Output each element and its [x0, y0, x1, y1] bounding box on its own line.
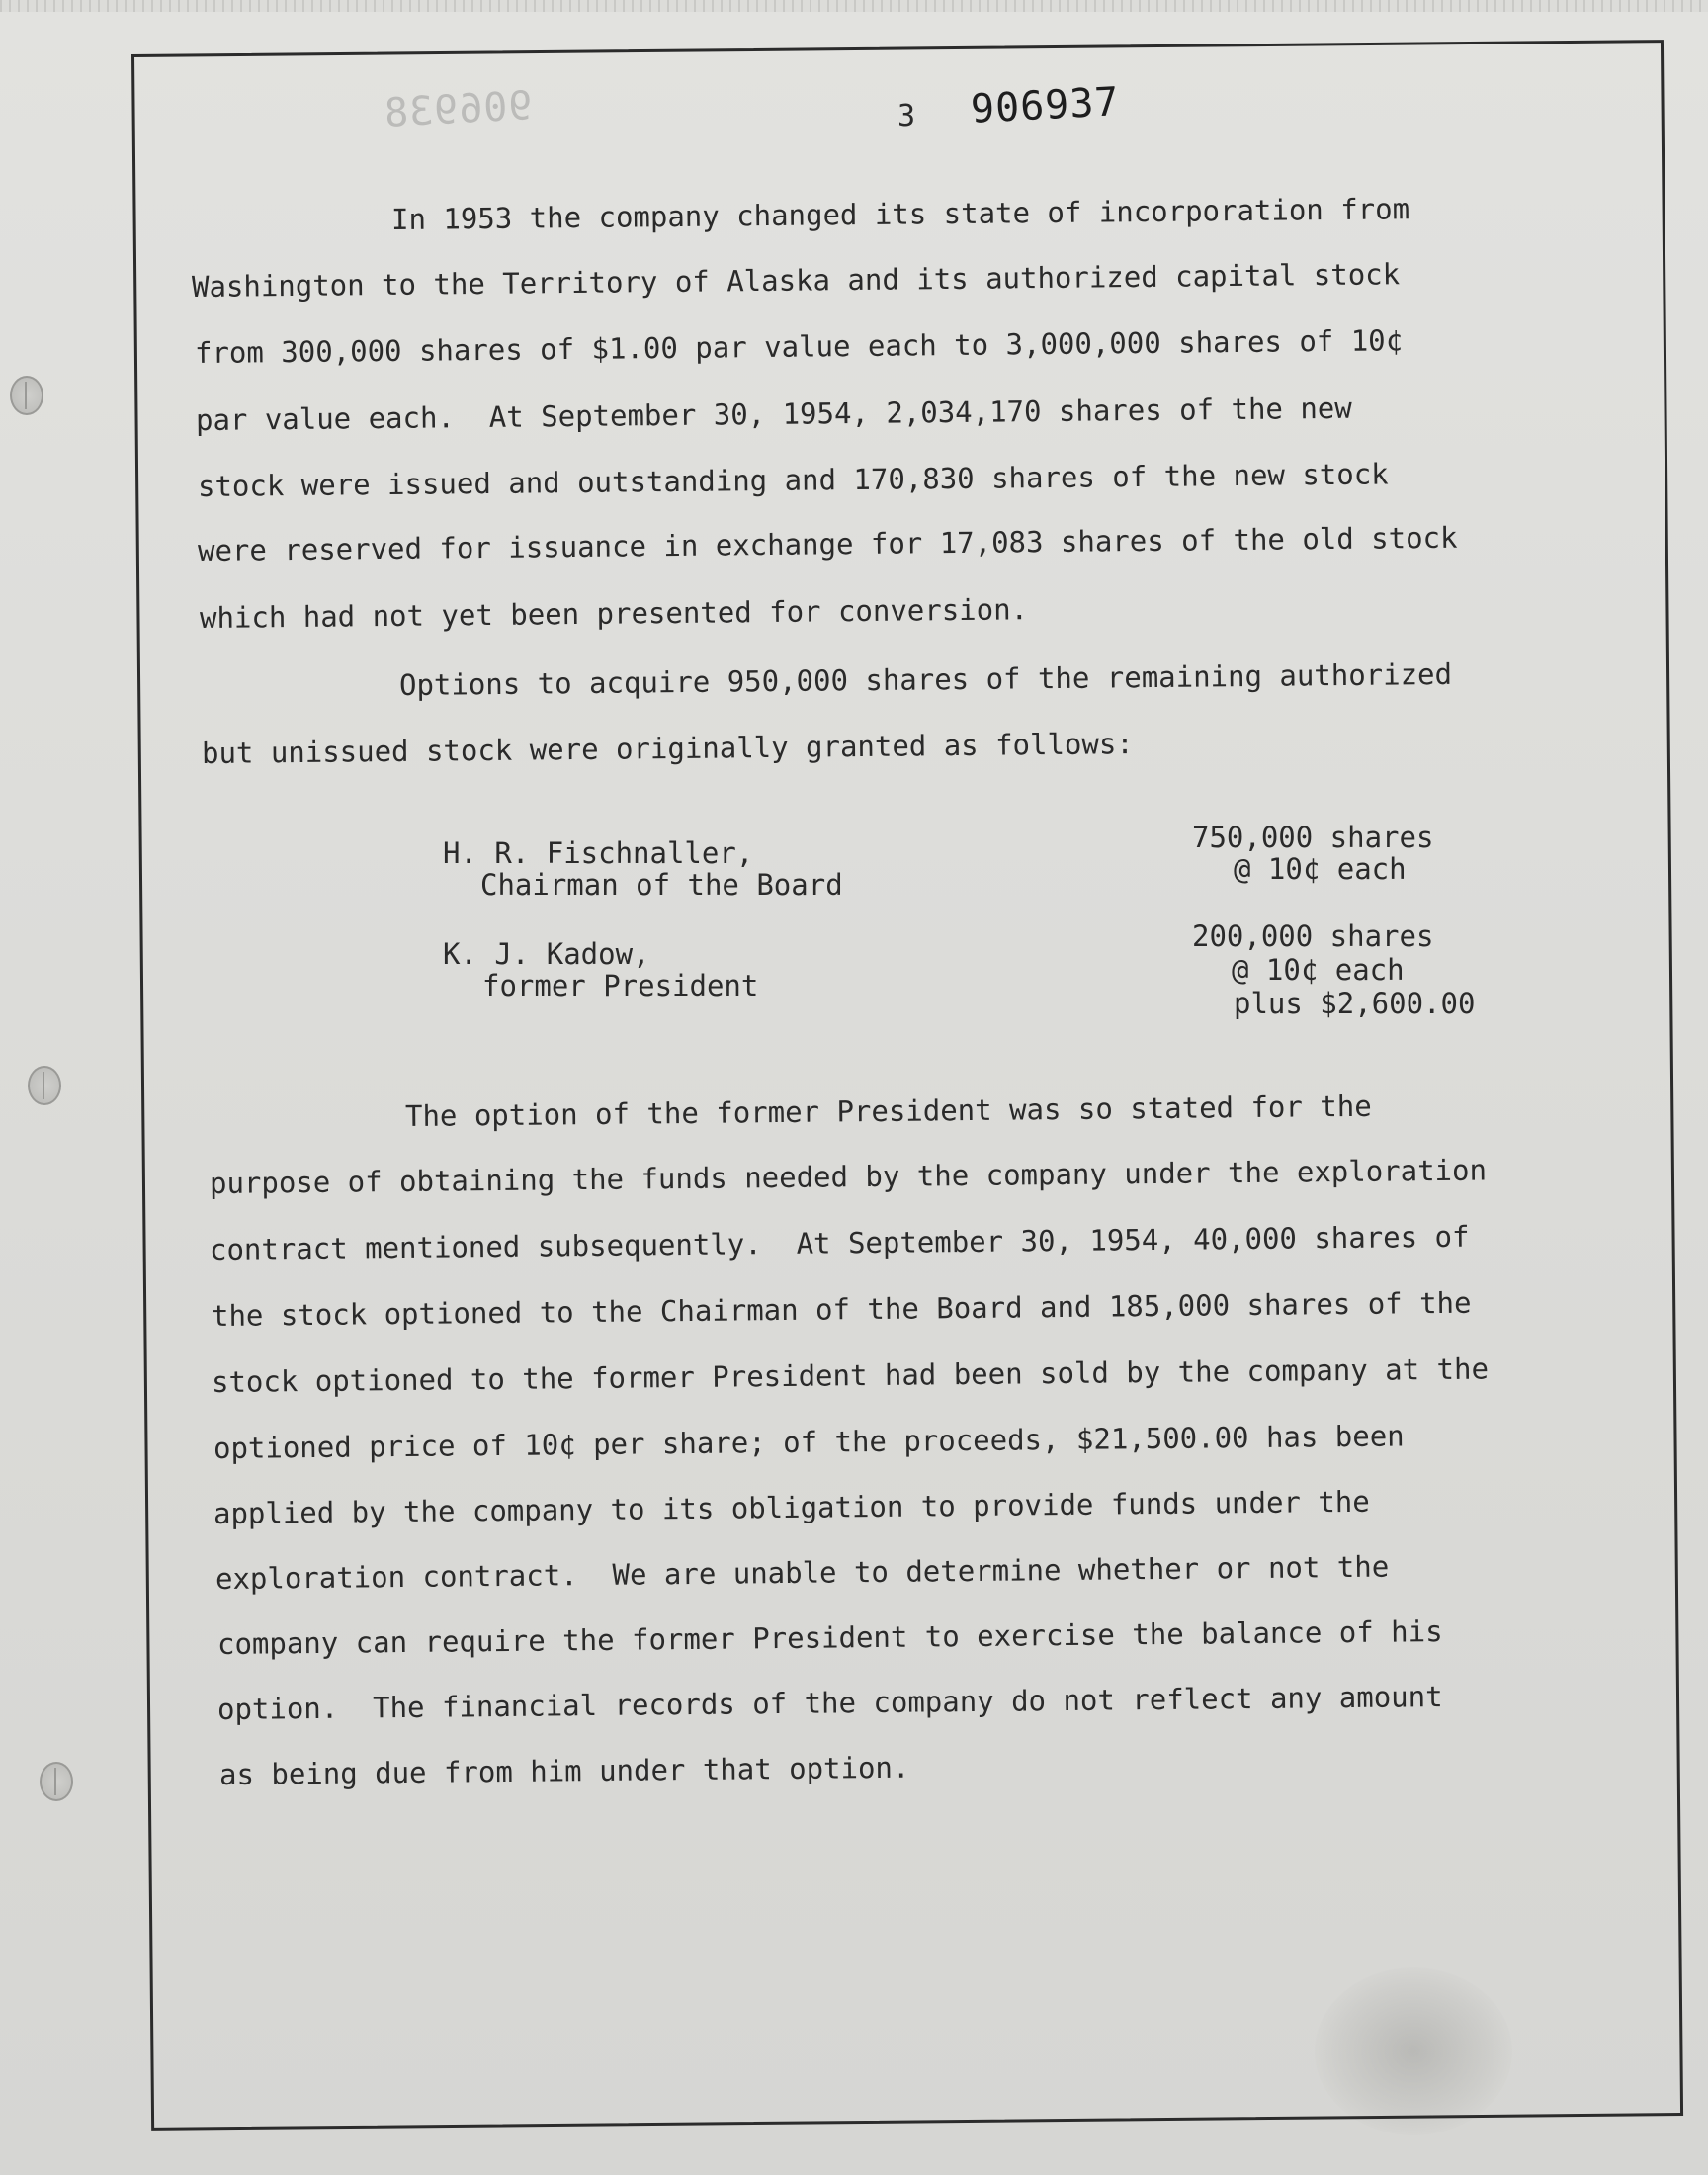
paragraph-1-line: were reserved for issuance in exchange for 17,083 shares of the old stock — [197, 520, 1458, 567]
paragraph-1-line: par value each. At September 30, 1954, 2,034,170 shares of the new — [195, 391, 1352, 437]
option-terms: @ 10¢ each — [1232, 953, 1405, 987]
punch-hole-icon — [28, 1066, 61, 1105]
paragraph-1-line: stock were issued and outstanding and 170,830 shares of the new stock — [197, 457, 1389, 503]
option-holder-name: H. R. Fischnaller, — [443, 836, 754, 870]
paragraph-3-line: applied by the company to its obligation to provide funds under the — [213, 1484, 1370, 1530]
paragraph-3-line: stock optioned to the former President had been sold by the company at the — [211, 1351, 1490, 1399]
paragraph-3-line: option. The financial records of the company do not reflect any amount — [216, 1680, 1443, 1726]
paragraph-2-line: but unissued stock were originally granted as follows: — [201, 727, 1134, 770]
option-terms: plus $2,600.00 — [1234, 987, 1476, 1020]
paragraph-3-line: company can require the former President to exercise the balance of his — [216, 1614, 1443, 1661]
option-terms: 750,000 shares — [1192, 821, 1434, 854]
option-terms: 200,000 shares — [1192, 919, 1434, 953]
paragraph-1-line: from 300,000 shares of $1.00 par value each to 3,000,000 shares of 10¢ — [194, 323, 1404, 370]
paragraph-3-line: contract mentioned subsequently. At September 30, 1954, 40,000 shares of — [209, 1219, 1470, 1266]
paragraph-3-line: purpose of obtaining the funds needed by the company under the exploration — [209, 1153, 1488, 1200]
paragraph-1-line: Washington to the Territory of Alaska and its authorized capital stock — [191, 257, 1401, 304]
option-holder-name: K. J. Kadow, — [443, 937, 650, 971]
paragraph-3-line: optioned price of 10¢ per share; of the proceeds, $21,500.00 has been — [213, 1419, 1405, 1465]
paragraph-3-line: the stock optioned to the Chairman of the Board and 185,000 shares of the — [211, 1285, 1472, 1333]
punch-hole-icon — [40, 1762, 73, 1801]
option-holder-title: Chairman of the Board — [480, 868, 843, 902]
paragraph-2-line: Options to acquire 950,000 shares of the remaining authorized — [398, 656, 1453, 702]
option-holder-title: former President — [482, 969, 759, 1002]
paragraph-3-line: The option of the former President was so stated for the — [404, 1088, 1372, 1133]
paragraph-3-line: exploration contract. We are unable to determine whether or not the — [214, 1549, 1390, 1596]
paragraph-1-line: In 1953 the company changed its state of incorporation from — [390, 192, 1410, 236]
page-number: 3 — [897, 99, 916, 133]
bleed-through-number: 906938 — [382, 83, 534, 136]
paragraph-3-line: as being due from him under that option. — [218, 1750, 910, 1791]
stamped-document-number: 906937 — [969, 79, 1121, 132]
paragraph-1-line: which had not yet been presented for conversion. — [199, 592, 1029, 635]
binder-edge — [0, 0, 1708, 12]
punch-hole-icon — [10, 376, 43, 415]
option-terms: @ 10¢ each — [1234, 852, 1407, 886]
